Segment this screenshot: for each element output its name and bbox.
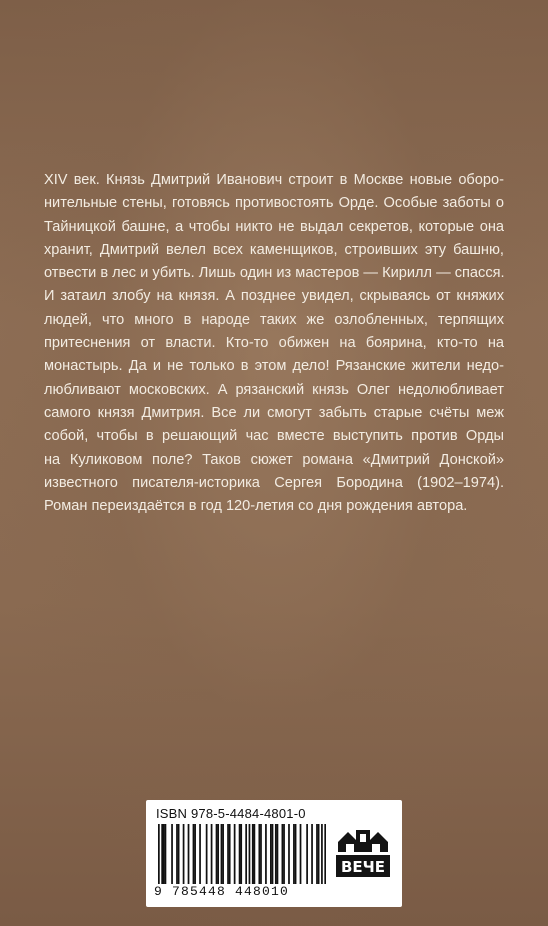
annotation-line: монастырь. Да и не только в этом дело! Рязанские жители недо-	[44, 358, 504, 375]
barcode-bar	[229, 824, 231, 884]
barcode-bar	[188, 824, 190, 884]
annotation-line: Тайницкой башне, а чтобы никто не выдал секретов, которые она	[44, 218, 504, 235]
barcode-bar	[206, 824, 208, 884]
barcode-bar	[252, 824, 254, 884]
annotation-line: собой, чтобы в решающий час вместе выступить против Орды	[44, 428, 504, 445]
barcode-bar	[300, 824, 302, 884]
barcode-bar	[295, 824, 297, 884]
barcode-bar	[258, 824, 260, 884]
barcode-bar	[272, 824, 274, 884]
barcode-bar	[282, 824, 284, 884]
barcode-bar	[183, 824, 185, 884]
isbn-label: ISBN 978-5-4484-4801-0	[156, 806, 306, 821]
annotation-line: нительные стены, готовясь противостоять Орде. Особые заботы о	[44, 195, 504, 212]
barcode-panel	[146, 800, 402, 907]
barcode-bar	[178, 824, 180, 884]
barcode-bar	[293, 824, 295, 884]
annotation-line: И затаил злобу на князя. А позднее увидел, скрываясь от княжих	[44, 288, 504, 305]
annotation-line: людей, что много в народе таких же озлобленных, терпящих	[44, 311, 504, 328]
annotation-line: самого князя Дмитрия. Все ли смогут забыть старые счёты меж	[44, 404, 504, 421]
barcode-bar	[161, 824, 163, 884]
annotation-line: Роман переиздаётся в год 120-летия со дня рождения автора.	[44, 498, 468, 515]
barcode-bar	[217, 824, 219, 884]
barcode-bar	[176, 824, 178, 884]
barcode-bar	[193, 824, 195, 884]
barcode-bar	[171, 824, 173, 884]
annotation-line: хранит, Дмитрий велел всех каменщиков, строивших эту башню,	[44, 241, 504, 258]
barcode-bar	[275, 824, 277, 884]
barcode-bar	[239, 824, 241, 884]
annotation-line: отвести в лес и убить. Лишь один из мастеров — Кирилл — спасся.	[44, 265, 505, 282]
annotation-line: известного писателя-историка Сергея Бородина (1902–1974).	[44, 474, 504, 491]
barcode-bar	[240, 824, 242, 884]
barcode-bar	[216, 824, 218, 884]
publisher-logo	[332, 822, 394, 884]
barcode-bar	[321, 824, 323, 884]
annotation-line: на Куликовом поле? Таков сюжет романа «Дмитрий Донской»	[44, 451, 504, 468]
barcode-bar	[318, 824, 320, 884]
barcode-bar	[211, 824, 213, 884]
barcode-bar	[221, 824, 223, 884]
barcode-bar	[222, 824, 224, 884]
barcode-bars	[158, 824, 326, 884]
barcode-bar	[249, 824, 251, 884]
annotation-line: любливают московских. А рязанский князь Олег недолюбливает	[44, 381, 504, 398]
barcode-bar	[199, 824, 201, 884]
barcode-bar	[311, 824, 313, 884]
barcode-bar	[158, 824, 160, 884]
annotation-line: XIV век. Князь Дмитрий Иванович строит в Москве новые оборо-	[44, 172, 504, 188]
barcode-bar	[165, 824, 167, 884]
barcode-bar	[163, 824, 165, 884]
book-annotation	[44, 169, 504, 518]
barcode-bar	[288, 824, 290, 884]
barcode-bar	[316, 824, 318, 884]
barcode-bar	[260, 824, 262, 884]
barcode-bar	[277, 824, 279, 884]
ean-digits: 9 785448 448010	[154, 884, 290, 899]
publisher-name: ВЕЧЕ	[340, 858, 386, 876]
barcode-bar	[265, 824, 267, 884]
annotation-line: притеснения от власти. Кто-то обижен на боярина, кто-то на	[44, 335, 504, 352]
barcode-bar	[234, 824, 236, 884]
barcode-bar	[227, 824, 229, 884]
barcode-bar	[254, 824, 256, 884]
barcode-bar	[270, 824, 272, 884]
barcode-bar	[306, 824, 308, 884]
barcode-bar	[245, 824, 247, 884]
barcode-bar	[194, 824, 196, 884]
barcode-bar	[324, 824, 326, 884]
barcode-bar	[283, 824, 285, 884]
